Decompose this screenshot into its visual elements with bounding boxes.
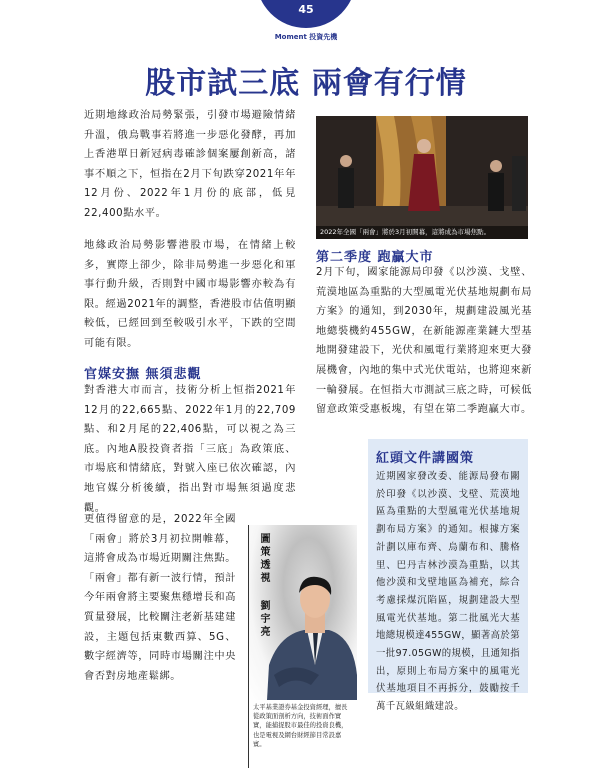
paragraph-geopolitics: 地緣政治局勢影響港股市場，在情緒上較多，實際上卻少，除非局勢進一步惡化和軍事行動升級，否則對中國市場影響亦較為有限。經過2021年的調整，香港股市估值明顯較低，已經回到至較吸引水平，下跌的空間可能有限。 (84, 240, 296, 349)
column-title: 圖策透視 (258, 533, 269, 585)
page-number: 45 (298, 3, 314, 16)
page-number-tab (256, 0, 356, 28)
article-title: 股市試三底 兩會有行情 (145, 66, 467, 101)
photo-caption: 2022年全國「兩會」將於3月初開幕，這將成為市場焦點。 (316, 226, 528, 239)
conference-photo (316, 116, 528, 239)
sidebar-body: 近期國家發改委、能源局發布關於印發《以沙漠、戈壁、荒漠地區為重點的大型風電光伏基地規劃布局方案》的通知。根據方案計劃以庫布齊、烏蘭布和、騰格里、巴丹吉林沙漠為重點，以其他沙漠和戈壁地區為補充，綜合考慮採煤沉陷區，規劃建設大型風電光伏基地。第二批風光大基地總規模達455GW，顯著高於第一批97.05GW的規模，且通知指出，原則上布局方案中的風電光伏基地項目不再拆分，鼓勵按千萬千瓦級組織建設。 (376, 471, 520, 713)
author-name: 劉宇亮 (258, 600, 269, 639)
heading-q2: 第二季度 跑贏大市 (316, 250, 434, 265)
paragraph-three-bottoms: 對香港大市而言，技術分析上恒指2021年12月的22,665點、2022年1月的22,709點、和2月尾的22,406點，可以視之為三底。內地A股投資者指「三底」為政策底、市場底和情緒底，對號入座已依次確認，內地官媒分析後續，指出對市場無須過度悲觀。 (84, 385, 296, 514)
paragraph-energy-plan: 2月下旬，國家能源局印發《以沙漠、戈壁、荒漠地區為重點的大型風電光伏基地規劃布局方案》的通知，到2030年，規劃建設風光基地總裝機約455GW，在新能源產業鏈大型基地開發建設下，光伏和風電行業將迎來更大發展機會，內地的集中式光伏電站，也將迎來新一輪發展。在恒指大市測試三底之時，可候低留意政策受惠板塊，有望在第二季跑贏大市。 (316, 267, 532, 416)
conference-photo-illustration (316, 116, 528, 239)
policy-sidebar (368, 439, 528, 713)
paragraph-two-sessions: 更值得留意的是，2022年全國「兩會」將於3月初拉開帷幕，這將會成為市場近期關注焦點。「兩會」都有新一波行情，預計今年兩會將主要聚焦穩增長和高質量發展，比較關注老新基建建設，主題包括東數西算、5G、數字經濟等，同時市場關注中央會否對房地產鬆綁。 (84, 514, 236, 682)
author-bio: 太平基業證券基金投資經理，擅長從政策面剖析方向，技術面作實實，能捕捉股市最佳的投資良機，也是電視及網台財經節目常設嘉賓。 (253, 704, 348, 748)
heading-officials: 官媒安撫 無須悲觀 (84, 367, 202, 382)
sidebar-heading: 紅頭文件講國策 (376, 451, 475, 466)
section-label: Moment 投資先機 (274, 33, 338, 41)
author-portrait (249, 525, 357, 700)
paragraph-intro: 近期地緣政治局勢緊張，引發市場避險情緒升溫，俄烏戰事若將進一步惡化發酵，再加上香港單日新冠病毒確診個案屢創新高，諸事不順之下，恒指在2月下旬跌穿2021年年12月份、2022年1月份的底部，低見22,400點水平。 (84, 110, 296, 219)
author-profile (248, 525, 357, 768)
